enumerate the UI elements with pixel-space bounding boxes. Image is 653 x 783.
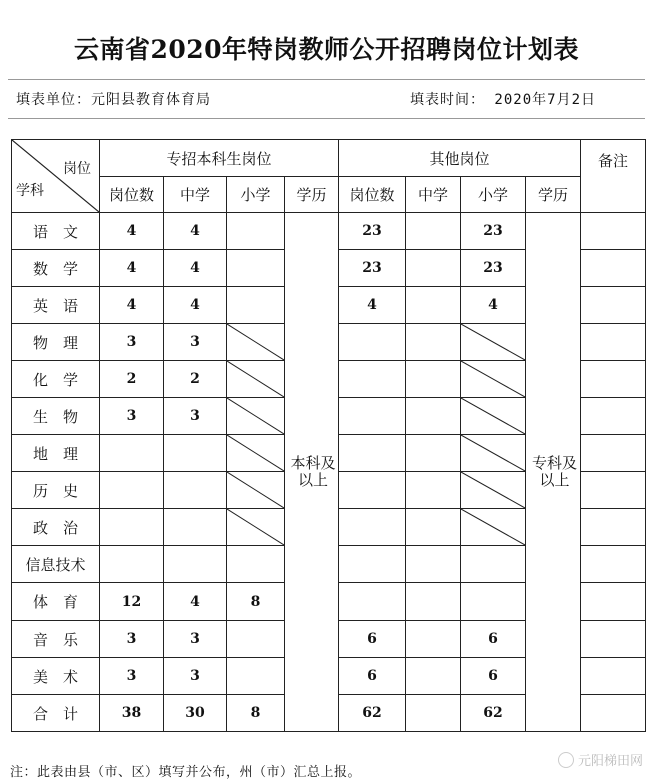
plan-table	[11, 139, 646, 732]
undergrad-posts-cell: 3	[100, 398, 164, 435]
subject-cell: 音 乐	[12, 621, 100, 658]
undergrad-middle-cell	[164, 435, 227, 472]
undergrad-primary-cell	[227, 213, 285, 250]
subject-cell: 地 理	[12, 435, 100, 472]
col-header: 中学	[164, 177, 227, 213]
undergrad-middle-cell: 3	[164, 658, 227, 695]
remark-cell	[581, 213, 646, 250]
remark-cell	[581, 546, 646, 583]
other-posts-cell: 4	[339, 287, 406, 324]
other-middle-cell	[406, 250, 461, 287]
undergrad-middle-cell: 3	[164, 621, 227, 658]
subject-cell: 化 学	[12, 361, 100, 398]
other-middle-cell	[406, 213, 461, 250]
subject-cell: 信息技术	[12, 546, 100, 583]
undergrad-posts-cell: 12	[100, 583, 164, 621]
remark-cell	[581, 509, 646, 546]
other-primary-cell: 62	[461, 695, 526, 732]
other-posts-cell	[339, 435, 406, 472]
undergrad-primary-cell	[227, 546, 285, 583]
other-primary-cell	[461, 583, 526, 621]
other-primary-cell	[461, 324, 526, 361]
undergrad-primary-cell	[227, 250, 285, 287]
undergrad-middle-cell: 4	[164, 583, 227, 621]
subject-cell: 历 史	[12, 472, 100, 509]
undergrad-posts-cell	[100, 509, 164, 546]
undergrad-middle-cell: 4	[164, 213, 227, 250]
not-applicable-slash	[461, 509, 525, 545]
undergrad-middle-cell	[164, 472, 227, 509]
undergrad-posts-cell: 4	[100, 287, 164, 324]
remark-cell	[581, 324, 646, 361]
undergrad-primary-cell	[227, 398, 285, 435]
not-applicable-slash	[461, 324, 525, 360]
corner-post-label: 岗位	[63, 161, 91, 177]
other-middle-cell	[406, 546, 461, 583]
undergrad-middle-cell: 3	[164, 324, 227, 361]
other-primary-cell	[461, 361, 526, 398]
undergrad-middle-cell: 4	[164, 287, 227, 324]
divider-bottom	[8, 118, 645, 119]
other-posts-cell	[339, 361, 406, 398]
undergrad-primary-cell	[227, 287, 285, 324]
col-header: 学历	[526, 177, 581, 213]
other-primary-cell: 23	[461, 213, 526, 250]
subject-cell: 英 语	[12, 287, 100, 324]
remark-cell	[581, 287, 646, 324]
undergrad-posts-cell	[100, 435, 164, 472]
undergrad-posts-cell: 2	[100, 361, 164, 398]
undergrad-primary-cell	[227, 509, 285, 546]
undergrad-primary-cell	[227, 658, 285, 695]
undergrad-primary-cell	[227, 435, 285, 472]
col-header: 岗位数	[100, 177, 164, 213]
header-corner	[12, 140, 100, 213]
undergrad-posts-cell: 4	[100, 250, 164, 287]
other-posts-cell	[339, 546, 406, 583]
other-primary-cell	[461, 435, 526, 472]
other-middle-cell	[406, 324, 461, 361]
undergrad-middle-cell: 3	[164, 398, 227, 435]
not-applicable-slash	[461, 398, 525, 434]
undergrad-primary-cell: 8	[227, 695, 285, 732]
other-posts-cell	[339, 398, 406, 435]
undergrad-primary-cell	[227, 361, 285, 398]
remark-header: 备注	[581, 140, 646, 213]
not-applicable-slash	[227, 324, 284, 360]
other-education-cell: 专科及以上	[526, 213, 581, 732]
other-middle-cell	[406, 472, 461, 509]
other-middle-cell	[406, 658, 461, 695]
other-middle-cell	[406, 287, 461, 324]
other-posts-cell	[339, 324, 406, 361]
undergrad-posts-cell: 3	[100, 658, 164, 695]
not-applicable-slash	[227, 398, 284, 434]
remark-cell	[581, 658, 646, 695]
undergrad-middle-cell	[164, 509, 227, 546]
other-middle-cell	[406, 621, 461, 658]
other-posts-cell: 6	[339, 658, 406, 695]
table-row	[12, 213, 646, 250]
remark-cell	[581, 435, 646, 472]
corner-subject-label: 学科	[16, 183, 44, 199]
col-header: 岗位数	[339, 177, 406, 213]
col-header: 中学	[406, 177, 461, 213]
undergrad-primary-cell: 8	[227, 583, 285, 621]
wechat-icon	[558, 752, 574, 768]
other-primary-cell: 23	[461, 250, 526, 287]
remark-cell	[581, 250, 646, 287]
not-applicable-slash	[461, 472, 525, 508]
col-header: 学历	[285, 177, 339, 213]
col-header: 小学	[227, 177, 285, 213]
undergrad-posts-cell	[100, 546, 164, 583]
not-applicable-slash	[227, 509, 284, 545]
subject-cell: 语 文	[12, 213, 100, 250]
other-middle-cell	[406, 695, 461, 732]
not-applicable-slash	[227, 472, 284, 508]
other-middle-cell	[406, 361, 461, 398]
watermark	[558, 750, 643, 769]
page-title: 云南省2020年特岗教师公开招聘岗位计划表	[73, 35, 580, 64]
remark-cell	[581, 361, 646, 398]
other-primary-cell: 6	[461, 621, 526, 658]
subject-cell: 物 理	[12, 324, 100, 361]
remark-cell	[581, 472, 646, 509]
other-primary-cell	[461, 398, 526, 435]
not-applicable-slash	[461, 361, 525, 397]
undergrad-middle-cell: 4	[164, 250, 227, 287]
undergrad-posts-cell: 3	[100, 324, 164, 361]
divider-top	[8, 79, 645, 80]
other-middle-cell	[406, 583, 461, 621]
other-posts-cell	[339, 472, 406, 509]
not-applicable-slash	[227, 435, 284, 471]
other-posts-cell: 6	[339, 621, 406, 658]
undergrad-education-cell: 本科及以上	[285, 213, 339, 732]
not-applicable-slash	[227, 361, 284, 397]
other-primary-cell: 4	[461, 287, 526, 324]
undergrad-posts-cell: 38	[100, 695, 164, 732]
other-posts-cell: 62	[339, 695, 406, 732]
subject-cell: 生 物	[12, 398, 100, 435]
undergrad-middle-cell: 2	[164, 361, 227, 398]
other-primary-cell	[461, 472, 526, 509]
undergrad-primary-cell	[227, 324, 285, 361]
other-primary-cell	[461, 509, 526, 546]
remark-cell	[581, 695, 646, 732]
other-middle-cell	[406, 398, 461, 435]
subject-cell: 数 学	[12, 250, 100, 287]
other-middle-cell	[406, 509, 461, 546]
remark-cell	[581, 621, 646, 658]
other-posts-cell	[339, 583, 406, 621]
fill-time: 填表时间： 2020年7月2日	[410, 92, 597, 108]
undergrad-posts-cell	[100, 472, 164, 509]
watermark-text: 元阳梯田网	[577, 754, 643, 769]
remark-cell	[581, 583, 646, 621]
other-posts-cell	[339, 509, 406, 546]
remark-cell	[581, 398, 646, 435]
undergrad-posts-cell: 4	[100, 213, 164, 250]
undergrad-posts-cell: 3	[100, 621, 164, 658]
other-posts-cell: 23	[339, 213, 406, 250]
footnote: 注：此表由县（市、区）填写并公布，州（市）汇总上报。	[10, 765, 362, 780]
undergrad-primary-cell	[227, 621, 285, 658]
subject-cell: 政 治	[12, 509, 100, 546]
undergrad-primary-cell	[227, 472, 285, 509]
group-other-header: 其他岗位	[339, 140, 581, 177]
undergrad-middle-cell: 30	[164, 695, 227, 732]
other-middle-cell	[406, 435, 461, 472]
col-header: 小学	[461, 177, 526, 213]
subject-cell: 体 育	[12, 583, 100, 621]
subject-cell: 合 计	[12, 695, 100, 732]
subject-cell: 美 术	[12, 658, 100, 695]
group-undergrad-header: 专招本科生岗位	[100, 140, 339, 177]
fill-unit: 填表单位：元阳县教育体育局	[16, 92, 211, 108]
other-primary-cell: 6	[461, 658, 526, 695]
other-posts-cell: 23	[339, 250, 406, 287]
not-applicable-slash	[461, 435, 525, 471]
other-primary-cell	[461, 546, 526, 583]
undergrad-middle-cell	[164, 546, 227, 583]
